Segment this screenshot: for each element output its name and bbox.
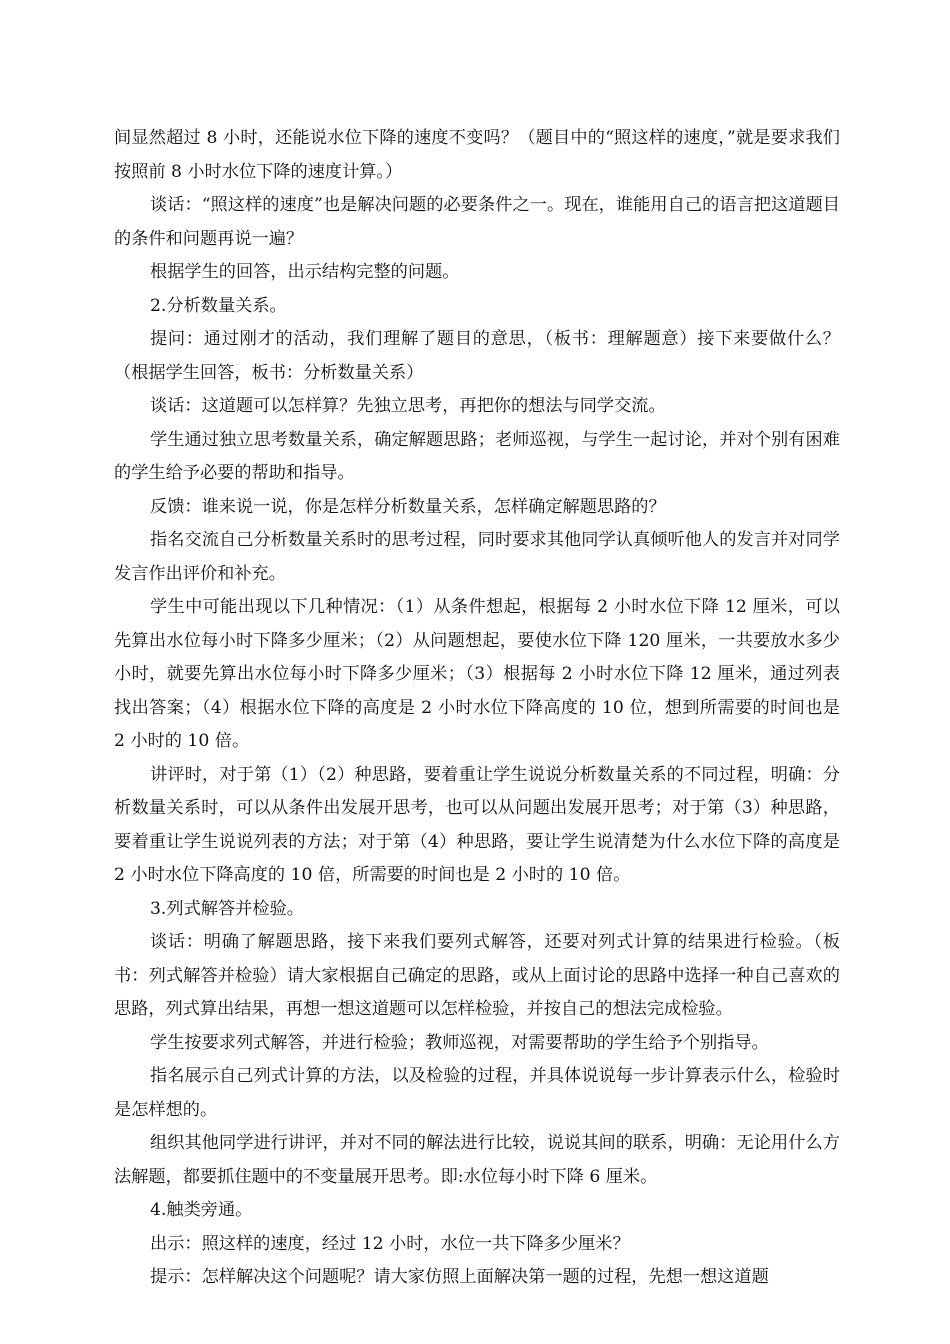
paragraph: 指名展示自己列式计算的方法，以及检验的过程，并具体说说每一步计算表示什么，检验时是怎样想的。 <box>114 1066 840 1120</box>
paragraph: 谈话：这道题可以怎样算？先独立思考，再把你的想法与同学交流。 <box>150 396 666 416</box>
paragraph: 谈话：“照这样的速度”也是解决问题的必要条件之一。现在，谁能用自己的语言把这道题目的条件和问题再说一遍？ <box>114 195 840 249</box>
paragraph: 反馈：谁来说一说，你是怎样分析数量关系，怎样确定解题思路的？ <box>150 496 666 517</box>
paragraph: 提示：怎样解决这个问题呢？请大家仿照上面解决第一题的过程，先想一想这道题 <box>150 1267 769 1287</box>
paragraph: 学生通过独立思考数量关系，确定解题思路；老师巡视，与学生一起讨论，并对个别有困难的学生给予必要的帮助和指导。 <box>114 429 840 483</box>
paragraph: 组织其他同学进行讲评，并对不同的解法进行比较，说说其间的联系，明确：无论用什么方法解题，都要抓住题中的不变量展开思考。即:水位每小时下降 6 厘米。 <box>114 1133 840 1187</box>
paragraph: 根据学生的回答，出示结构完整的问题。 <box>150 262 460 282</box>
paragraph: 出示：照这样的速度，经过 12 小时，水位一共下降多少厘米？ <box>150 1233 630 1254</box>
section-heading: 2.分析数量关系。 <box>150 295 287 316</box>
paragraph: 学生按要求列式解答，并进行检验；教师巡视，对需要帮助的学生给予个别指导。 <box>150 1032 769 1053</box>
section-heading: 4.触类旁通。 <box>150 1200 253 1220</box>
paragraph: 谈话：明确了解题思路，接下来我们要列式解答，还要对列式计算的结果进行检验。（板书：列式解答并检验）请大家根据自己确定的思路，或从上面讨论的思路中选择一种自己喜欢的思路，列式算出结果，再想一想这道题可以怎样检验，并按自己的想法完成检验。 <box>114 932 840 1019</box>
paragraph: 学生中可能出现以下几种情况：（1）从条件想起，根据每 2 小时水位下降 12 厘米，可以先算出水位每小时下降多少厘米；（2）从问题想起，要使水位下降 120 厘米，一共要放水多少小时，就要先算出水位每小时下降多少厘米；（3）根据每 2 小时水位下降 12 厘米，通过列表找出答案；（4）根据水位下降的高度是 2 小时水位下降高度的 10 位，想到所需要的时间也是 2 小时的 10 倍。 <box>114 597 840 751</box>
section-heading: 3.列式解答并检验。 <box>150 898 304 919</box>
paragraph: 提问：通过刚才的活动，我们理解了题目的意思，（板书：理解题意）接下来要做什么？（根据学生回答，板书：分析数量关系） <box>114 329 840 383</box>
paragraph: 指名交流自己分析数量关系时的思考过程，同时要求其他同学认真倾听他人的发言并对同学发言作出评价和补充。 <box>114 530 840 584</box>
paragraph: 讲评时，对于第（1）（2）种思路，要着重让学生说说分析数量关系的不同过程，明确：分析数量关系时，可以从条件出发展开思考，也可以从问题出发展开思考；对于第（3）种思路，要着重让学生说说列表的方法；对于第（4）种思路，要让学生说清楚为什么水位下降的高度是 2 小时水位下降高度的 10 倍，所需要的时间也是 2 小时的 10 倍。 <box>114 764 840 885</box>
paragraph-continuation: 间显然超过 8 小时，还能说水位下降的速度不变吗？（题目中的“照这样的速度，”就是要求我们按照前 8 小时水位下降的速度计算。） <box>114 128 840 182</box>
document-page <box>114 122 840 1295</box>
